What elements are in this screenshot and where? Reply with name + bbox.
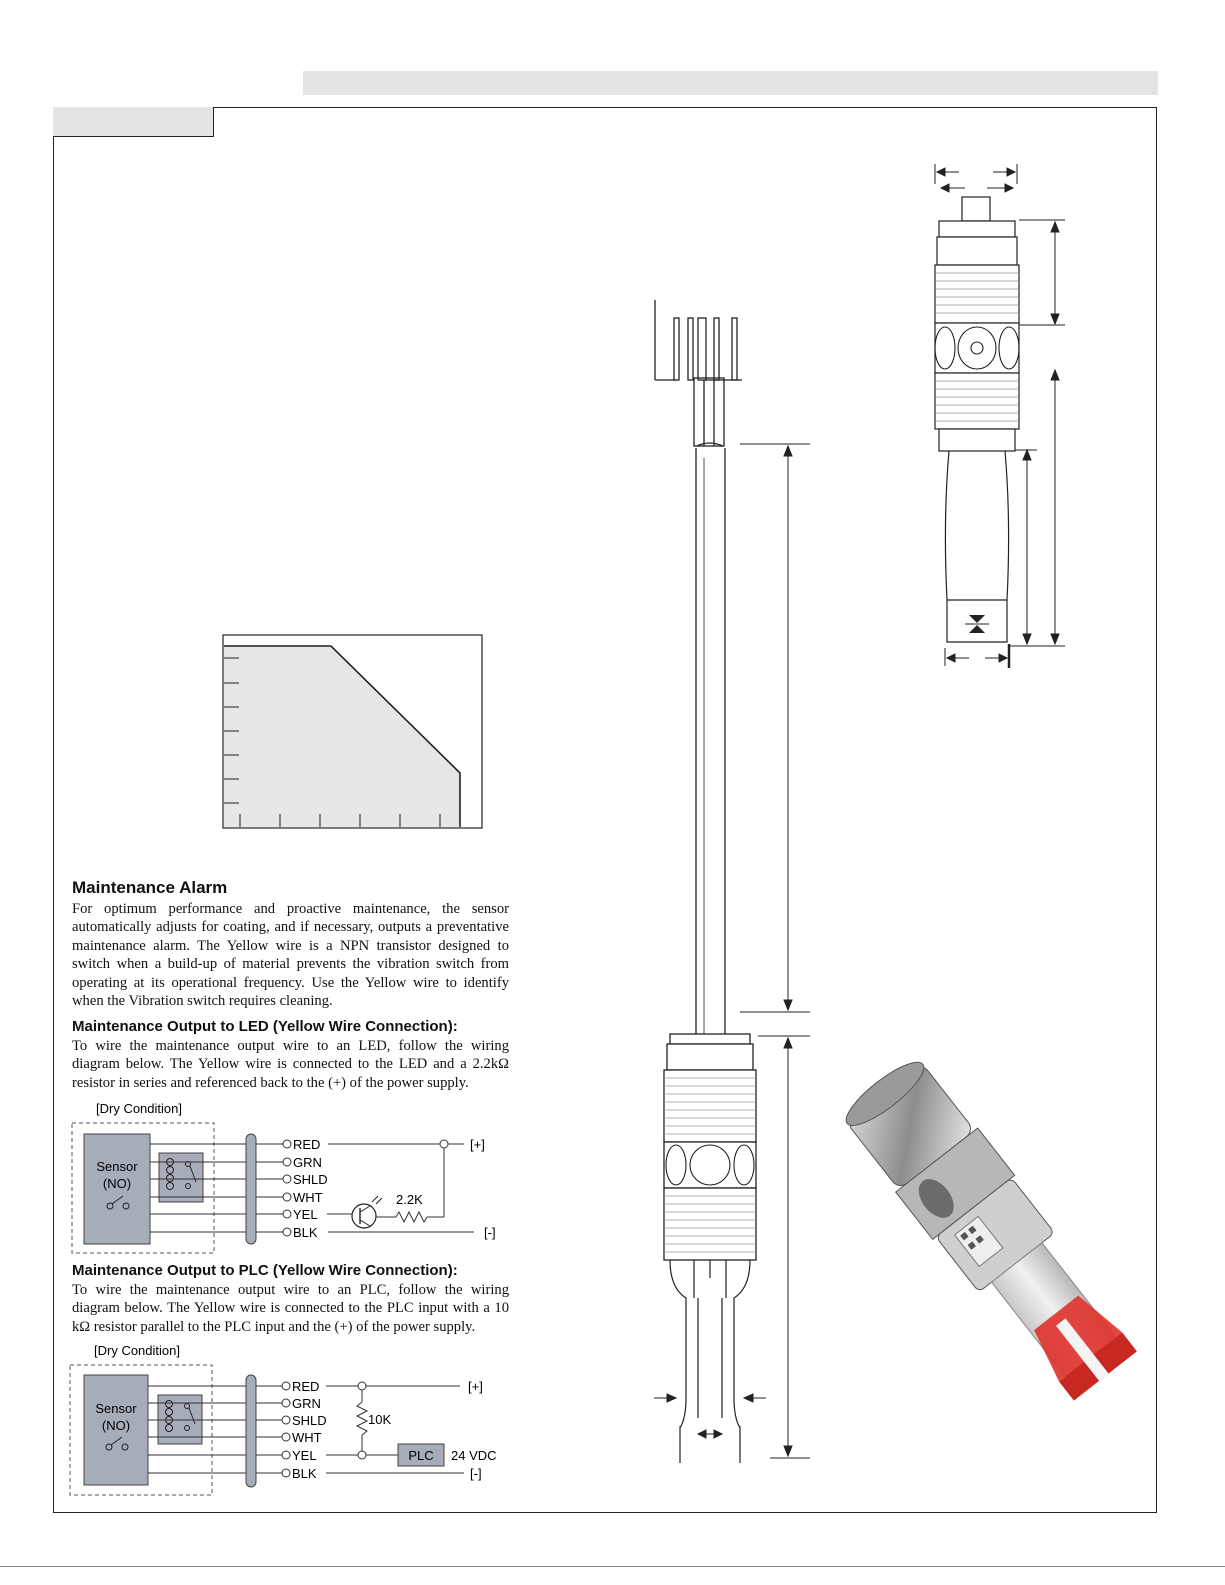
bracket-tine — [674, 318, 679, 380]
derating-chart — [222, 634, 484, 830]
led-plus-label: [+] — [470, 1137, 485, 1152]
wire-label: RED — [293, 1137, 321, 1152]
std-upper-thread — [935, 265, 1019, 323]
led-sensor-type: (NO) — [102, 1176, 132, 1191]
plc-junction-top — [358, 1382, 366, 1390]
plc-body: To wire the maintenance output wire to an PLC, follow the wiring diagram below. The Yellow wire is connected to the PLC input with a 10 kΩ resistor parallel to the PLC input and the (+) of the power supply. — [72, 1282, 509, 1335]
wire-label: BLK — [293, 1225, 318, 1240]
wire-label: SHLD — [293, 1172, 328, 1187]
cutaway-render — [840, 1035, 1145, 1420]
led-resistor-label: 2.2K — [396, 1192, 423, 1207]
std-hex-body — [935, 323, 1019, 373]
led-sensor-label: Sensor — [96, 1159, 138, 1174]
upper-thread — [664, 1070, 756, 1142]
maintenance-alarm-section — [72, 878, 509, 1010]
wire-label: GRN — [293, 1155, 322, 1170]
wire-label: GRN — [292, 1396, 321, 1411]
plc-sensor-label: Sensor — [95, 1401, 137, 1416]
wire-label: RED — [292, 1379, 320, 1394]
top-width-dimension — [935, 164, 1017, 192]
section-tab — [53, 107, 214, 137]
footer-rule — [0, 1566, 1225, 1567]
wire-label: WHT — [293, 1190, 323, 1205]
std-fork — [945, 451, 1008, 642]
mount-bracket — [655, 300, 676, 380]
maintenance-alarm-heading: Maintenance Alarm — [72, 878, 228, 897]
led-body: To wire the maintenance output wire to an LED, follow the wiring diagram below. The Yellow wire is connected to the LED and a 2.2kΩ resistor in series and referenced back to the (+) of the power supply. — [72, 1038, 509, 1091]
led-connector-bar — [246, 1134, 256, 1244]
led-condition-label: [Dry Condition] — [96, 1101, 182, 1116]
plc-wire-labels — [292, 1379, 327, 1481]
led-transistor-icon — [352, 1196, 382, 1228]
fork-gap-icon — [965, 615, 989, 633]
plc-sensor-type: (NO) — [101, 1418, 131, 1433]
plc-supply-label: 24 VDC — [451, 1448, 497, 1463]
probe-fork — [670, 1260, 750, 1463]
std-bottom-width-dimension — [945, 644, 1009, 668]
plc-resistor-icon — [357, 1402, 367, 1435]
plc-heading: Maintenance Output to PLC (Yellow Wire Connection): — [72, 1262, 458, 1279]
extended-probe-drawing — [640, 298, 810, 1463]
wire-label: YEL — [293, 1207, 318, 1222]
led-wire-labels — [293, 1137, 328, 1240]
wire-label: BLK — [292, 1466, 317, 1481]
wire-label: YEL — [292, 1448, 317, 1463]
fork-width-dimension — [654, 1394, 766, 1444]
led-section — [72, 1018, 509, 1092]
plc-plus-label: [+] — [468, 1379, 483, 1394]
wire-label: WHT — [292, 1430, 322, 1445]
led-relay-box — [159, 1153, 203, 1202]
plc-junction-bottom — [358, 1451, 366, 1459]
plc-resistor-label: 10K — [368, 1412, 392, 1427]
wire-label: SHLD — [292, 1413, 327, 1428]
maintenance-alarm-body: For optimum performance and proactive maintenance, the sensor automatically adjusts for coating, and if necessary, outputs a preventative maintenance alarm. The Yellow wire is a NPN transistor designed to switch when a build-up of material prevents the vibration switch from operating at its operational frequency. Use the Yellow wire to identify when the Vibration switch requires cleaning. — [72, 901, 509, 1010]
plc-connector-bar — [246, 1375, 256, 1487]
plc-minus-label: [-] — [470, 1466, 482, 1481]
probe-length-dimension — [758, 1036, 810, 1458]
led-heading: Maintenance Output to LED (Yellow Wire Connection): — [72, 1018, 458, 1035]
standard-probe-drawing — [925, 160, 1075, 675]
led-minus-label: [-] — [484, 1225, 496, 1240]
cable-length-dimension — [740, 444, 810, 1012]
led-resistor-icon — [396, 1212, 427, 1222]
led-terminal-circles — [283, 1140, 291, 1236]
plc-wiring-diagram — [60, 1338, 510, 1502]
hex-body — [664, 1142, 756, 1188]
plc-section — [72, 1262, 509, 1336]
led-wiring-diagram — [60, 1096, 510, 1260]
probe-head — [664, 1034, 756, 1260]
plc-condition-label: [Dry Condition] — [94, 1343, 180, 1358]
led-out-wires — [256, 1144, 283, 1232]
plc-box-label: PLC — [408, 1448, 434, 1463]
header-bar — [303, 71, 1158, 95]
plc-terminal-circles — [282, 1382, 290, 1477]
lower-thread — [664, 1188, 756, 1260]
plc-out-wires — [256, 1386, 282, 1473]
cable-gland — [694, 378, 724, 446]
led-junction — [440, 1140, 448, 1148]
